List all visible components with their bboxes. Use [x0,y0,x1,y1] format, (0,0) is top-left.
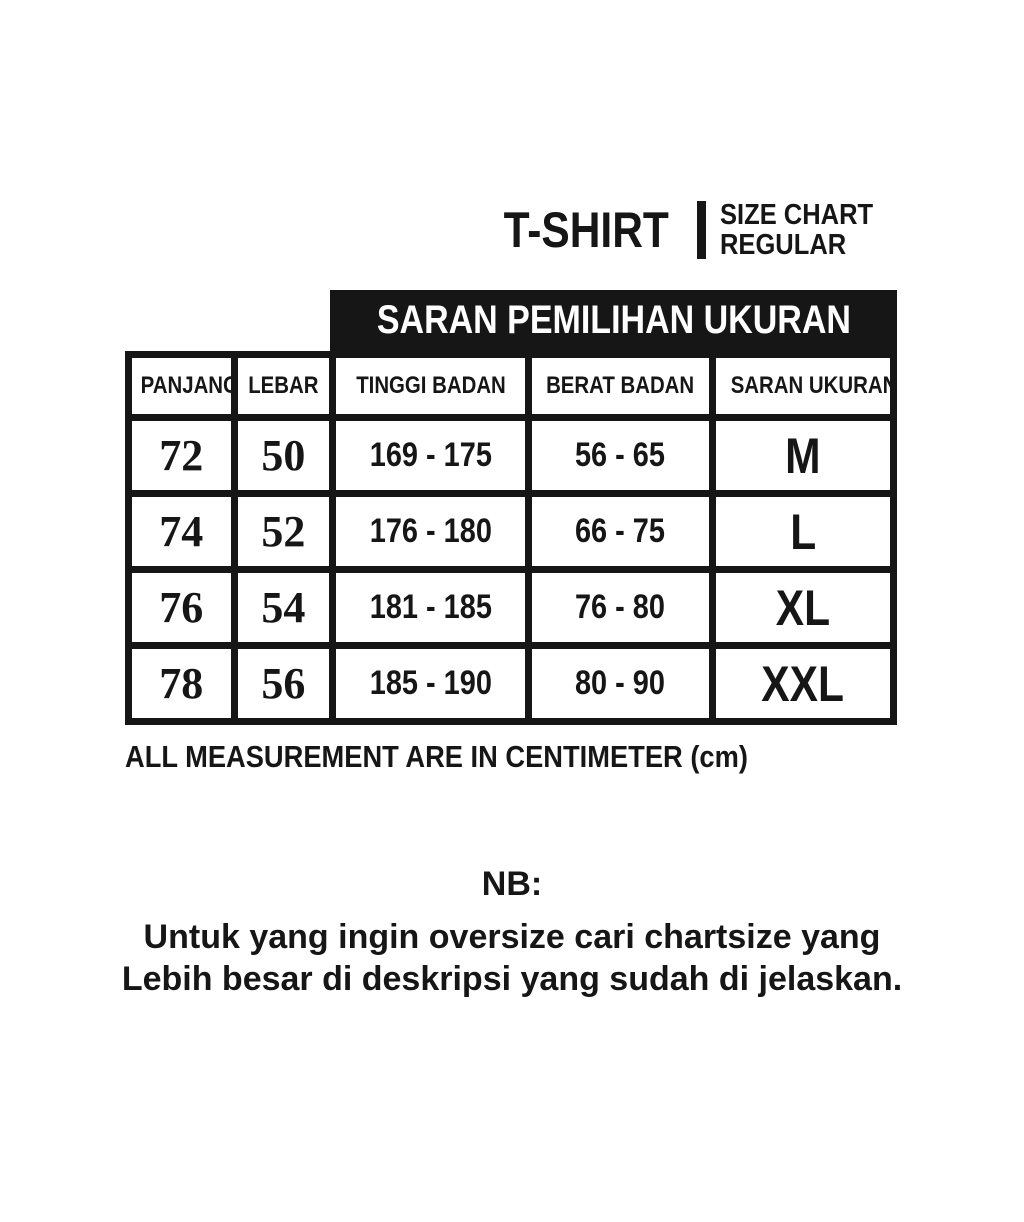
cell-value: 76 - 80 [575,588,666,626]
measurement-units-note-text: ALL MEASUREMENT ARE IN CENTIMETER (cm) [125,739,748,774]
cell-value: L [789,503,816,560]
column-header-label: LEBAR [248,372,319,399]
cell-value: 76 [159,583,204,632]
cell-value: 66 - 75 [575,512,666,550]
table-row-xl [129,570,894,646]
column-header-saran-ukuran [712,355,897,418]
title-divider [697,201,706,259]
cell-value: 56 [261,659,306,708]
cell-lebar [234,646,333,722]
cell-value: 52 [261,507,306,556]
cell-tinggi-badan [333,646,529,722]
table-row-xxl [129,646,894,722]
column-header-label: PANJANG [140,372,239,399]
cell-value: 78 [159,659,204,708]
nb-note [0,865,1024,1000]
cell-berat-badan [529,494,713,570]
chart-type-line2: REGULAR [720,229,847,261]
cell-tinggi-badan [333,570,529,646]
cell-value: 56 - 65 [575,436,666,474]
cell-value: M [785,427,821,484]
nb-label: NB: [481,865,543,903]
cell-saran-ukuran [712,646,893,722]
cell-value: 72 [159,431,204,480]
column-header-panjang [129,355,239,418]
product-title [489,201,683,259]
table-row-m [129,418,894,494]
cell-value: 50 [261,431,306,480]
cell-lebar [234,494,333,570]
cell-value: 176 - 180 [369,512,492,550]
table-banner [330,290,897,351]
title-block [0,198,894,262]
cell-value: XL [775,579,830,636]
table-header-row [129,355,894,418]
nb-line-1: Untuk yang ingin oversize cari chartsize yang [143,918,881,956]
cell-value: 80 - 90 [575,664,666,702]
column-header-label: BERAT BADAN [546,372,695,399]
cell-saran-ukuran [712,570,893,646]
cell-berat-badan [529,418,713,494]
measurement-units-note [125,739,1024,775]
cell-value: 169 - 175 [369,436,492,474]
cell-value: 74 [159,507,204,556]
chart-type-line1: SIZE CHART [720,199,874,231]
size-chart-table [125,351,897,725]
cell-value: 181 - 185 [369,588,492,626]
cell-tinggi-badan [333,418,529,494]
cell-berat-badan [529,570,713,646]
cell-panjang [129,646,235,722]
cell-value: XXL [761,655,845,712]
chart-type-title [720,200,894,260]
product-title-text: T-SHIRT [503,202,669,258]
table-row-l [129,494,894,570]
cell-panjang [129,494,235,570]
nb-line-2: Lebih besar di deskripsi yang sudah di jelaskan. [121,960,903,998]
cell-panjang [129,418,235,494]
cell-tinggi-badan [333,494,529,570]
cell-lebar [234,418,333,494]
size-chart-sheet [125,290,897,725]
column-header-tinggi-badan [333,355,529,418]
column-header-label: SARAN UKURAN [730,372,897,399]
cell-value: 185 - 190 [369,664,492,702]
column-header-berat-badan [529,355,713,418]
cell-panjang [129,570,235,646]
column-header-label: TINGGI BADAN [355,372,506,399]
cell-saran-ukuran [712,418,893,494]
cell-lebar [234,570,333,646]
cell-berat-badan [529,646,713,722]
cell-saran-ukuran [712,494,893,570]
table-banner-title: SARAN PEMILIHAN UKURAN [376,298,851,342]
cell-value: 54 [261,583,306,632]
column-header-lebar [234,355,333,418]
